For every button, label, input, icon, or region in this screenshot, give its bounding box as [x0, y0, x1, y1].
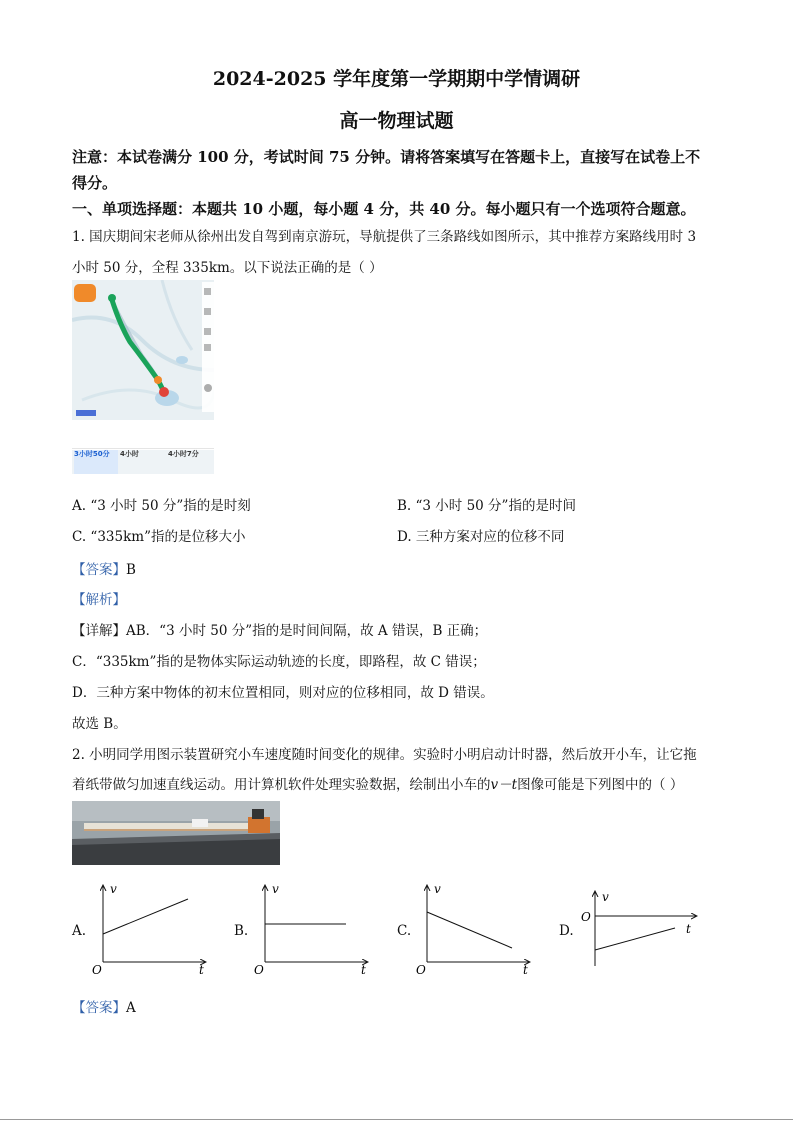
- graph-a-v-label: v: [110, 882, 117, 896]
- graph-d: [580, 888, 700, 970]
- q1-option-a: A. “3 小时 50 分”指的是时刻: [72, 498, 251, 514]
- graph-b-v-label: v: [272, 882, 279, 896]
- detail-tag: 【详解】: [72, 623, 126, 639]
- q1-stem-line-1: 1. 国庆期间宋老师从徐州出发自驾到南京游玩，导航提供了三条路线如图所示，其中推荐方案路线用时 3: [72, 229, 697, 245]
- q2-stem-line-2: [72, 773, 683, 793]
- route-option-3[interactable]: [168, 450, 212, 474]
- q2-answer-value: A: [126, 1000, 136, 1016]
- graph-b-label: B.: [234, 923, 249, 939]
- graph-d-origin: O: [581, 910, 591, 924]
- graph-a: [90, 882, 210, 977]
- q1-detail-line-2: C．“335km”指的是物体实际运动轨迹的长度，即路程，故 C 错误；: [72, 654, 486, 670]
- graph-d-label: D.: [559, 923, 574, 939]
- q2-answer: [72, 996, 136, 1016]
- graph-d-t-label: t: [686, 922, 691, 936]
- route-2-time: 4小时: [120, 450, 139, 458]
- graph-c-v-label: v: [434, 882, 441, 896]
- q1-analysis-tag: 【解析】: [72, 592, 126, 608]
- q1-detail-line-3: D．三种方案中物体的初末位置相同，则对应的位移相同，故 D 错误。: [72, 685, 494, 701]
- q1-answer: [72, 558, 136, 578]
- notice-line-1: 注意：本试卷满分 100 分，考试时间 75 分钟。请将答案填写在答题卡上，直接写在试卷上不: [72, 148, 701, 166]
- graph-c-label: C.: [397, 923, 412, 939]
- notice-line-2: 得分。: [72, 174, 118, 192]
- route-option-2[interactable]: [120, 450, 164, 474]
- experiment-apparatus-photo: [72, 801, 280, 865]
- exam-subtitle: 高一物理试题: [339, 110, 454, 132]
- route-option-1[interactable]: [74, 450, 118, 474]
- q1-conclusion: 故选 B。: [72, 716, 127, 732]
- q1-option-b: B. “3 小时 50 分”指的是时间: [397, 498, 576, 514]
- apparatus-graphic: [72, 801, 280, 865]
- answer-tag: 【答案】: [72, 562, 126, 578]
- graph-c: [414, 882, 534, 977]
- map-graphic: [72, 280, 214, 474]
- page-bottom-divider: [0, 1119, 793, 1120]
- graph-a-label: A.: [72, 923, 87, 939]
- graph-a-t-label: t: [199, 963, 204, 977]
- detail-text: AB．“3 小时 50 分”指的是时间间隔，故 A 错误，B 正确；: [126, 623, 488, 639]
- section-heading: 一、单项选择题：本题共 10 小题，每小题 4 分，共 40 分。每小题只有一个选项符合题意。: [72, 200, 696, 218]
- q1-stem-line-2: 小时 50 分，全程 335km。以下说法正确的是（ ）: [72, 260, 383, 276]
- graph-c-t-label: t: [523, 963, 528, 977]
- q2-stem-text-a: 着纸带做匀加速直线运动。用计算机软件处理实验数据，绘制出小车的: [72, 777, 491, 793]
- graph-b-origin: O: [254, 963, 264, 977]
- q2-stem-text-b: 图像可能是下列图中的（ ）: [517, 777, 684, 793]
- q1-option-c: C. “335km”指的是位移大小: [72, 529, 246, 545]
- q2-stem-line-1: 2. 小明同学用图示装置研究小车速度随时间变化的规律。实验时小明启动计时器，然后放开小车，让它拖: [72, 747, 697, 763]
- route-1-time: 3小时50分: [74, 450, 110, 458]
- graph-c-origin: O: [416, 963, 426, 977]
- answer-value: B: [126, 562, 136, 578]
- q2-answer-tag: 【答案】: [72, 1000, 126, 1016]
- q2-stem-math: v－t: [490, 777, 518, 793]
- q1-option-d: D. 三种方案对应的位移不同: [397, 529, 565, 545]
- graph-a-origin: O: [92, 963, 102, 977]
- graph-d-v-label: v: [602, 890, 609, 904]
- graph-b-t-label: t: [361, 963, 366, 977]
- exam-title: 2024-2025 学年度第一学期期中学情调研: [212, 68, 581, 90]
- navigation-map-image: [72, 280, 214, 474]
- q1-detail-line-1: [72, 619, 487, 639]
- graph-b: [252, 882, 372, 977]
- route-3-time: 4小时7分: [168, 450, 199, 458]
